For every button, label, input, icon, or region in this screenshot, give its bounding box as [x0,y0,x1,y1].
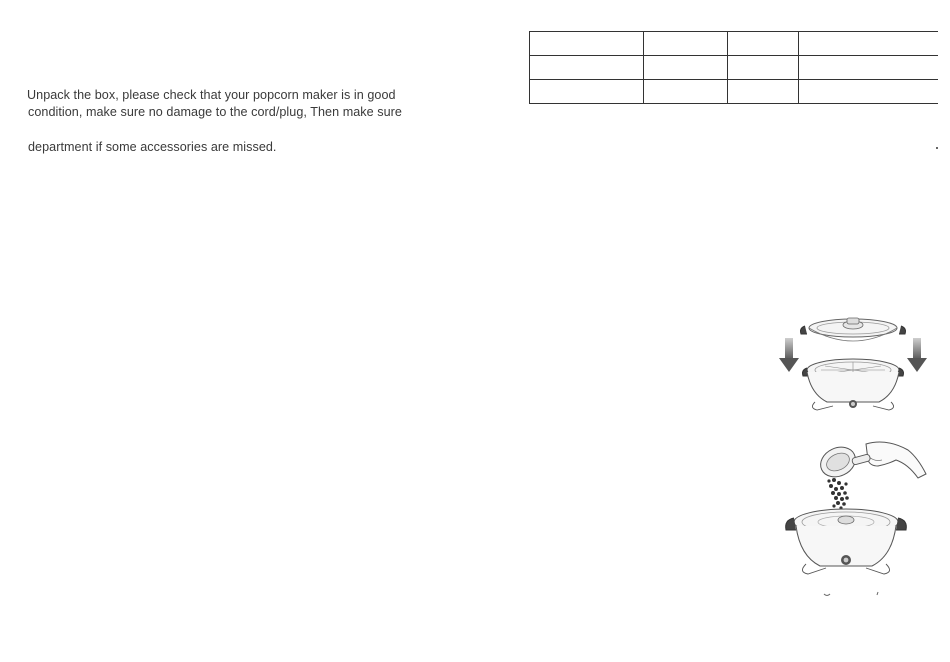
instruction-line-3: department if some accessories are missed. [28,140,277,154]
table-cell [530,56,644,80]
table-cell [644,32,728,56]
table-cell [728,32,799,56]
stray-dot [936,147,938,149]
popcorn-maker-assembly-illustration [775,312,935,424]
table-cell [728,80,799,104]
down-arrow-icon [907,338,927,372]
table-row [530,56,939,80]
table-cell [530,80,644,104]
table-cell [799,80,939,104]
table-cell [644,80,728,104]
table-row [530,32,939,56]
instruction-line-1: Unpack the box, please check that your popcorn maker is in good [27,88,396,102]
table-cell [644,56,728,80]
down-arrow-icon [779,338,799,372]
table-cell [530,32,644,56]
instruction-line-2: condition, make sure no damage to the cord/plug, Then make sure [28,105,402,119]
table-cell [728,56,799,80]
table-cell [799,56,939,80]
adding-kernels-illustration [776,436,936,600]
table-cell [799,32,939,56]
specification-table [529,31,938,119]
table-row [530,80,939,104]
